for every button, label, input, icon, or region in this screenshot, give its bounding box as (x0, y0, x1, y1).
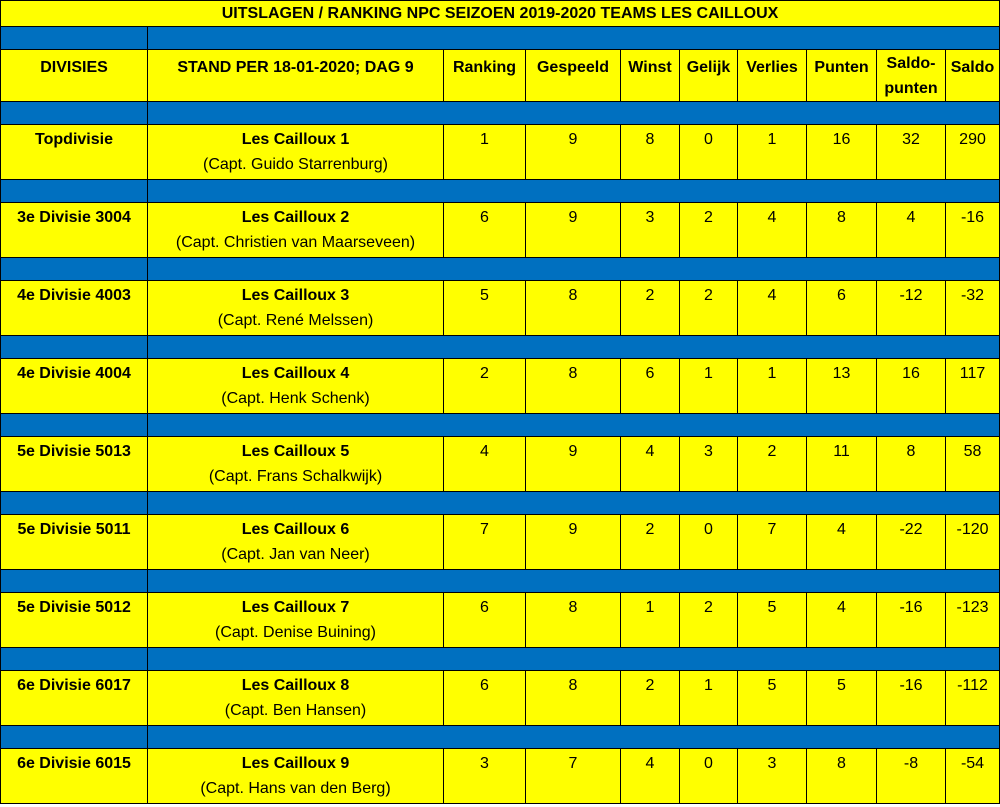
division-cell: 3e Divisie 3004 (1, 203, 148, 258)
saldopunten-cell: -16 (877, 593, 946, 648)
team-name: Les Cailloux 4 (241, 365, 350, 382)
gespeeld-cell: 8 (526, 593, 621, 648)
punten-cell: 8 (807, 749, 877, 804)
saldo-cell: -32 (946, 281, 1000, 336)
team-captain: (Capt. Frans Schalkwijk) (208, 468, 383, 485)
saldo-cell: -16 (946, 203, 1000, 258)
team-captain: (Capt. Ben Hansen) (224, 702, 367, 719)
gespeeld-cell: 9 (526, 125, 621, 180)
team-cell (148, 203, 444, 258)
division-cell: 4e Divisie 4003 (1, 281, 148, 336)
punten-cell: 6 (807, 281, 877, 336)
verlies-cell: 1 (738, 125, 807, 180)
team-cell (148, 437, 444, 492)
team-captain: (Capt. Hans van den Berg) (200, 780, 391, 797)
header-saldopunten (877, 50, 946, 102)
gespeeld-cell: 9 (526, 437, 621, 492)
winst-cell: 8 (621, 125, 680, 180)
saldo-cell: -120 (946, 515, 1000, 570)
separator-row (1, 180, 1000, 203)
saldopunten-cell: -16 (877, 671, 946, 726)
team-captain: (Capt. René Melssen) (217, 312, 374, 329)
page-title: UITSLAGEN / RANKING NPC SEIZOEN 2019-2020 TEAMS LES CAILLOUX (1, 1, 1000, 27)
ranking-cell: 5 (444, 281, 526, 336)
team-row (1, 203, 1000, 258)
ranking-cell: 6 (444, 593, 526, 648)
header-stand: STAND PER 18-01-2020; DAG 9 (148, 50, 444, 102)
gelijk-cell: 3 (680, 437, 738, 492)
saldo-cell: 117 (946, 359, 1000, 414)
header-divisies: DIVISIES (1, 50, 148, 102)
winst-cell: 4 (621, 749, 680, 804)
team-cell (148, 593, 444, 648)
header-row (1, 50, 1000, 102)
gelijk-cell: 0 (680, 749, 738, 804)
header-saldopunten-line1: Saldo- (886, 55, 936, 72)
gelijk-cell: 1 (680, 671, 738, 726)
division-cell: Topdivisie (1, 125, 148, 180)
gespeeld-cell: 9 (526, 515, 621, 570)
gespeeld-cell: 7 (526, 749, 621, 804)
saldopunten-cell: 16 (877, 359, 946, 414)
division-cell: 6e Divisie 6015 (1, 749, 148, 804)
verlies-cell: 5 (738, 593, 807, 648)
saldo-cell: 290 (946, 125, 1000, 180)
header-ranking: Ranking (444, 50, 526, 102)
gespeeld-cell: 8 (526, 281, 621, 336)
ranking-cell: 7 (444, 515, 526, 570)
verlies-cell: 2 (738, 437, 807, 492)
team-row (1, 593, 1000, 648)
division-cell: 4e Divisie 4004 (1, 359, 148, 414)
gespeeld-cell: 9 (526, 203, 621, 258)
winst-cell: 1 (621, 593, 680, 648)
verlies-cell: 4 (738, 203, 807, 258)
team-captain: (Capt. Jan van Neer) (221, 546, 370, 563)
team-row (1, 281, 1000, 336)
ranking-cell: 6 (444, 671, 526, 726)
gelijk-cell: 2 (680, 281, 738, 336)
division-cell: 5e Divisie 5011 (1, 515, 148, 570)
team-cell (148, 671, 444, 726)
header-gespeeld: Gespeeld (526, 50, 621, 102)
team-captain: (Capt. Christien van Maarseveen) (175, 234, 416, 251)
gelijk-cell: 0 (680, 125, 738, 180)
team-row (1, 749, 1000, 804)
saldo-cell: -123 (946, 593, 1000, 648)
team-row (1, 359, 1000, 414)
team-name: Les Cailloux 6 (241, 521, 350, 538)
saldopunten-cell: 8 (877, 437, 946, 492)
punten-cell: 16 (807, 125, 877, 180)
header-gelijk: Gelijk (680, 50, 738, 102)
punten-cell: 5 (807, 671, 877, 726)
ranking-cell: 3 (444, 749, 526, 804)
separator-row (1, 570, 1000, 593)
winst-cell: 2 (621, 281, 680, 336)
separator-row (1, 27, 1000, 50)
team-name: Les Cailloux 3 (241, 287, 350, 304)
separator-row (1, 336, 1000, 359)
team-cell (148, 749, 444, 804)
gelijk-cell: 1 (680, 359, 738, 414)
ranking-cell: 4 (444, 437, 526, 492)
gelijk-cell: 2 (680, 203, 738, 258)
punten-cell: 11 (807, 437, 877, 492)
gespeeld-cell: 8 (526, 671, 621, 726)
saldo-cell: 58 (946, 437, 1000, 492)
saldopunten-cell: -12 (877, 281, 946, 336)
gelijk-cell: 0 (680, 515, 738, 570)
verlies-cell: 5 (738, 671, 807, 726)
winst-cell: 4 (621, 437, 680, 492)
division-cell: 6e Divisie 6017 (1, 671, 148, 726)
team-name: Les Cailloux 7 (241, 599, 350, 616)
team-name: Les Cailloux 8 (241, 677, 350, 694)
header-saldopunten-line2: punten (884, 80, 938, 97)
winst-cell: 2 (621, 671, 680, 726)
header-punten: Punten (807, 50, 877, 102)
team-captain: (Capt. Denise Buining) (215, 624, 376, 641)
separator-row (1, 258, 1000, 281)
saldopunten-cell: 32 (877, 125, 946, 180)
punten-cell: 4 (807, 515, 877, 570)
separator-row (1, 102, 1000, 125)
gelijk-cell: 2 (680, 593, 738, 648)
team-captain: (Capt. Henk Schenk) (221, 390, 370, 407)
header-winst: Winst (621, 50, 680, 102)
team-name: Les Cailloux 2 (241, 209, 350, 226)
winst-cell: 6 (621, 359, 680, 414)
separator-row (1, 492, 1000, 515)
saldo-cell: -112 (946, 671, 1000, 726)
punten-cell: 13 (807, 359, 877, 414)
punten-cell: 8 (807, 203, 877, 258)
ranking-cell: 6 (444, 203, 526, 258)
verlies-cell: 7 (738, 515, 807, 570)
team-captain: (Capt. Guido Starrenburg) (203, 156, 388, 173)
verlies-cell: 4 (738, 281, 807, 336)
saldopunten-cell: -8 (877, 749, 946, 804)
separator-row (1, 414, 1000, 437)
separator-row (1, 648, 1000, 671)
team-cell (148, 281, 444, 336)
gespeeld-cell: 8 (526, 359, 621, 414)
header-verlies: Verlies (738, 50, 807, 102)
winst-cell: 2 (621, 515, 680, 570)
punten-cell: 4 (807, 593, 877, 648)
saldo-cell: -54 (946, 749, 1000, 804)
division-cell: 5e Divisie 5012 (1, 593, 148, 648)
division-cell: 5e Divisie 5013 (1, 437, 148, 492)
separator-row (1, 726, 1000, 749)
team-name: Les Cailloux 9 (241, 755, 350, 772)
team-cell (148, 359, 444, 414)
team-cell (148, 125, 444, 180)
team-cell (148, 515, 444, 570)
verlies-cell: 1 (738, 359, 807, 414)
saldopunten-cell: -22 (877, 515, 946, 570)
team-row (1, 515, 1000, 570)
team-name: Les Cailloux 1 (241, 131, 350, 148)
header-saldo: Saldo (946, 50, 1000, 102)
verlies-cell: 3 (738, 749, 807, 804)
ranking-cell: 1 (444, 125, 526, 180)
ranking-cell: 2 (444, 359, 526, 414)
team-row (1, 125, 1000, 180)
team-row (1, 671, 1000, 726)
winst-cell: 3 (621, 203, 680, 258)
team-row (1, 437, 1000, 492)
team-name: Les Cailloux 5 (241, 443, 350, 460)
saldopunten-cell: 4 (877, 203, 946, 258)
